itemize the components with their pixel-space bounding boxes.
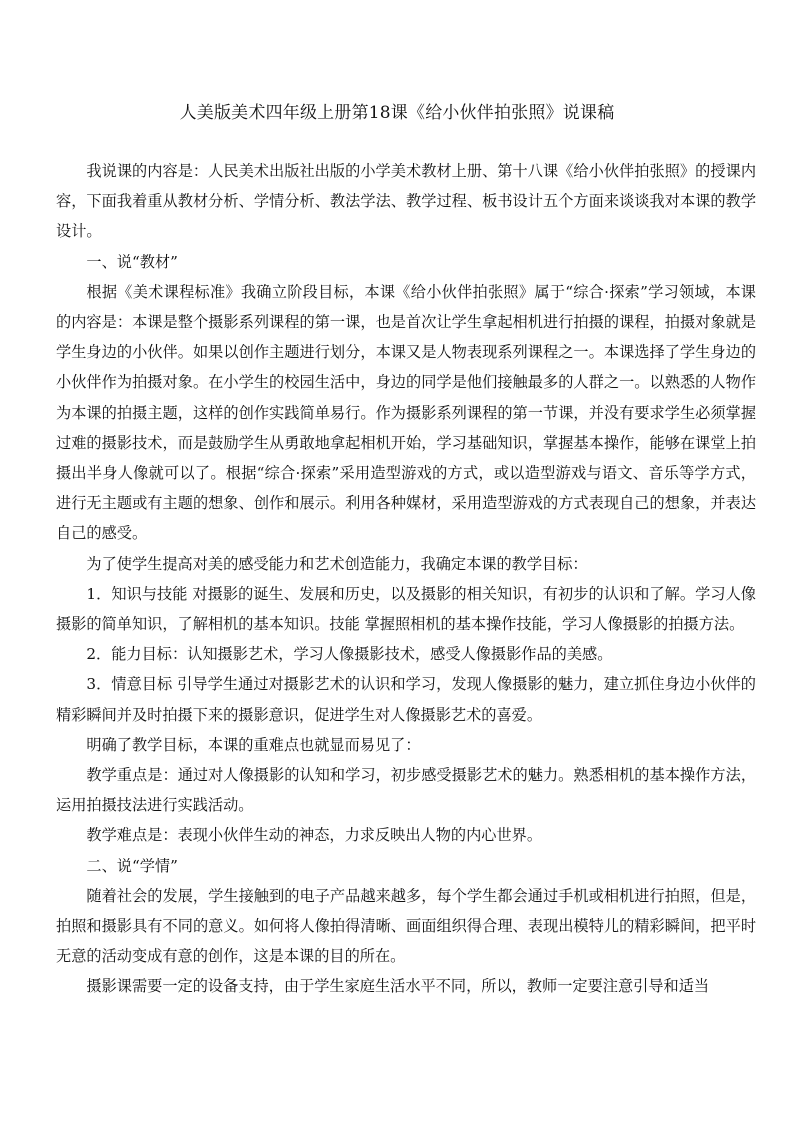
paragraph-objectives-intro: 为了使学生提高对美的感受能力和艺术创造能力，我确定本课的教学目标：	[86, 554, 588, 573]
document-title: 人美版美术四年级上册第18课《给小伙伴拍张照》说课稿	[179, 103, 615, 123]
paragraph-teaching-focus: 教学重点是：通过对人像摄影的认知和学习，初步感受摄影艺术的魅力。熟悉相机的基本操作方法，运用拍摄技法进行实践活动。	[56, 766, 756, 815]
paragraph-objective-emotion: 3．情意目标 引导学生通过对摄影艺术的认识和学习，发现人像摄影的魅力，建立抓住身边小伙伴的精彩瞬间并及时拍摄下来的摄影意识，促进学生对人像摄影艺术的喜爱。	[56, 675, 756, 724]
paragraph-objective-knowledge: 1．知识与技能 对摄影的诞生、发展和历史，以及摄影的相关知识，有初步的认识和了解。学习人像摄影的简单知识，了解相机的基本知识。技能 掌握照相机的基本操作技能，学习人像摄影的拍摄方法。	[56, 584, 756, 634]
paragraph-learner-analysis: 随着社会的发展，学生接触到的电子产品越来越多，每个学生都会通过手机或相机进行拍照，但是，拍照和摄影具有不同的意义。如何将人像拍得清晰、画面组织得合理、表现出模特儿的精彩瞬间，把平时无意的活动变成有意的创作，这是本课的目的所在。	[56, 886, 756, 966]
paragraph-equipment: 摄影课需要一定的设备支持，由于学生家庭生活水平不同，所以，教师一定要注意引导和适当	[86, 977, 710, 996]
paragraph-intro: 我说课的内容是：人民美术出版社出版的小学美术教材上册、第十八课《给小伙伴拍张照》的授课内容，下面我着重从教材分析、学情分析、教法学法、教学过程、板书设计五个方面来谈谈我对本课的教学设计。	[56, 162, 756, 241]
section-heading-learners: 二、说“学情”	[86, 856, 178, 875]
paragraph-teaching-difficulty: 教学难点是：表现小伙伴生动的神态，力求反映出人物的内心世界。	[86, 826, 543, 845]
paragraph-objective-ability: 2．能力目标：认知摄影艺术，学习人像摄影技术，感受人像摄影作品的美感。	[86, 645, 613, 664]
paragraph-textbook-analysis: 根据《美术课程标准》我确立阶段目标，本课《给小伙伴拍张照》属于“综合·探索”学习领域，本课的内容是：本课是整个摄影系列课程的第一课，也是首次让学生拿起相机进行拍摄的课程，拍摄对象就是学生身边的小伙伴。如果以创作主题进行划分，本课又是人物表现系列课程之一。本课选择了学生身边的小伙伴作为拍摄对象。在小学生的校园生活中，身边的同学是他们接触最多的人群之一。以熟悉的人物作为本课的拍摄主题，这样的创作实践简单易行。作为摄影系列课程的第一节课，并没有要求学生必须掌握过难的摄影技术，而是鼓励学生从勇敢地拿起相机开始，学习基础知识，掌握基本操作，能够在课堂上拍摄出半身人像就可以了。根据“综合·探索”采用造型游戏的方式，或以造型游戏与语文、音乐等学方式，进行无主题或有主题的想象、创作和展示。利用各种媒材，采用造型游戏的方式表现自己的想象，并表达自己的感受。	[56, 282, 756, 543]
document-body	[56, 156, 756, 1002]
section-heading-textbook: 一、说“教材”	[86, 252, 178, 271]
paragraph-key-points-intro: 明确了教学目标，本课的重难点也就显而易见了：	[86, 735, 421, 754]
